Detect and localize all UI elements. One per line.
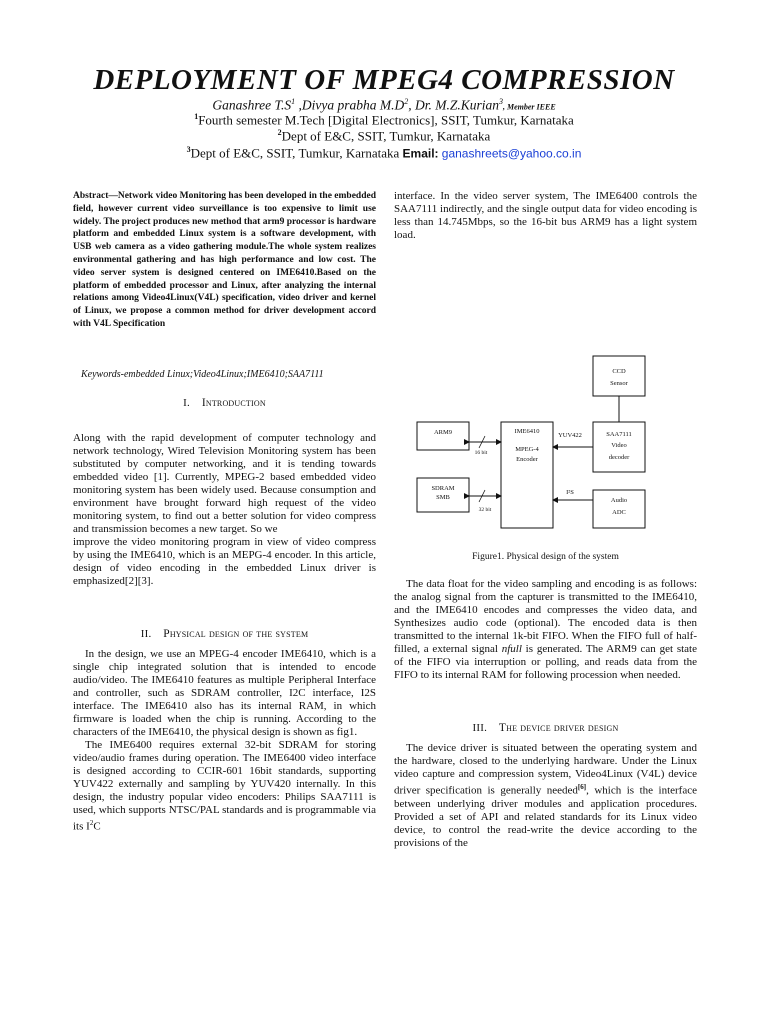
decoder-label: decoder [608, 454, 630, 461]
author-2: ,Divya prabha M.D [295, 97, 405, 113]
superscript: 2 [89, 819, 94, 827]
encoder-label: Encoder [516, 456, 538, 463]
ccd-label: CCD [612, 368, 626, 375]
intro-paragraph-2: improve the video monitoring program in view of video compress by using the IME6410, which is an MEPG-4 encoder. In this article, design of video encoding in the embedded Linux driver is emphasized[2][3]. [73, 536, 376, 587]
physical-paragraph-1: In the design, we use an MPEG-4 encoder IME6410, which is a single chip integrated solution that is intended to encode audio/video. The IME6410 features as multiple Peripheral Interface and controller, such as SDRAM controller, I2C interface, I2S interface. The IME6410 also has its internal RAM, in which firmware is loaded when the chip is running. According to the characters of the IME6410, the physical design is shown as fig1. [73, 648, 376, 738]
intro-text [73, 432, 376, 588]
ime6410-label: IME6410 [514, 428, 540, 435]
intro-paragraph-1: Along with the rapid development of computer technology and network technology, Wired Television Monitoring system has been substituted by computer networking, and it is tending towards embedded video [1]. Currently, MPEG-2 based embedded video monitoring system has been widely used. Because consumption and environment have brought forward high request of the video monitoring system, to find out a better solution for video compress and transmission becomes a new target. So we [73, 432, 376, 535]
data-flow-text-b: is generated. The ARM9 can get state of the FIFO via interruption or polling, and reads data from the FIFO to its internal RAM for following procession when needed. [394, 643, 697, 681]
paper-title: DEPLOYMENT OF MPEG4 COMPRESSION [93, 64, 675, 96]
ime6410-box [501, 422, 553, 528]
ccd-sensor-box [593, 356, 645, 396]
section-heading-physical-design [73, 628, 376, 640]
affiliation-2-sup: 2 [277, 128, 282, 137]
device-driver-paragraph [394, 742, 697, 850]
author-3-sup: 3 [498, 97, 503, 106]
section-number: II. [140, 628, 152, 640]
yuv422-label: YUV422 [558, 432, 582, 439]
data-flow-text-a: The data float for the video sampling and encoding is as follows: the analog signal from the capturer is transmitted to the IME6410, and the IME6410 encodes and compresses the video data, and Synthesizes audio code (optional). The encoded data is then transmitted to the internal 1k-bit FIFO. When the FIFO full of half-filled, a external signal [394, 578, 697, 655]
author-3: , Dr. M.Z.Kurian [408, 97, 499, 113]
author-2-sup: 2 [404, 97, 409, 106]
section-title: Physical design of the system [163, 628, 309, 640]
section-number: I. [183, 397, 190, 409]
bus-32bit-label: 32 bit [478, 507, 492, 513]
physical-design-text [73, 648, 376, 834]
affiliation-2 [0, 128, 768, 144]
sensor-label: Sensor [610, 380, 628, 387]
smb-label: SMB [436, 494, 450, 501]
bus-16bit-label: 16 bit [474, 450, 488, 456]
affiliation-1-text: Fourth semester M.Tech [Digital Electronics], SSIT, Tumkur, Karnataka [198, 112, 574, 128]
email-link[interactable]: ganashreets@yahoo.co.in [441, 146, 582, 161]
driver-text-b: , which is the interface between underlying driver modules and application procedures. Provided a set of API and related standards for its Linux video device, to control the read-write the device according to the provisions of the [394, 784, 697, 849]
section-title: The device driver design [498, 722, 619, 734]
audio-label: Audio [610, 497, 628, 504]
section-number: III. [472, 722, 488, 734]
mpeg4-label: MPEG-4 [515, 446, 539, 453]
nfull-signal: nfull [501, 643, 522, 655]
arm9-box [417, 422, 469, 450]
saa7111-label: SAA7111 [606, 431, 632, 438]
right-paragraph-2 [394, 578, 697, 682]
right-paragraph-1: interface. In the video server system, The IME6400 controls the SAA7111 indirectly, and the single output data for video encoding is less than 14.745Mbps, so the 16-bit bus ARM9 has a light system load. [394, 190, 697, 241]
physical-paragraph-2-text: The IME6400 requires external 32-bit SDRAM for storing video/audio frames during operation. The IME6400 video interface is designed according to CCIR-601 16bit standards, supporting YUV422 externally and sampling by YUV420 internally. In this design, the industry popular video encoders: Philips SAA7111 is used, which supports NTSC/PAL standards and is programmable via its I [73, 739, 376, 833]
video-label: Video [611, 442, 627, 449]
sdram-label: SDRAM [431, 485, 455, 492]
i2s-label: I²S [566, 489, 574, 496]
arm9-label: ARM9 [433, 429, 453, 436]
physical-design-diagram [405, 350, 705, 550]
affiliation-3-text: Dept of E&C, SSIT, Tumkur, Karnataka [190, 145, 403, 161]
affiliation-2-text: Dept of E&C, SSIT, Tumkur, Karnataka [281, 128, 491, 144]
author-1-sup: 1 [291, 97, 296, 106]
member-tag: , Member IEEE [502, 102, 556, 112]
section-heading-introduction [73, 397, 376, 409]
data-flow-paragraph [394, 578, 697, 682]
section-title: Introduction [201, 397, 266, 409]
affiliation-1-sup: 1 [194, 112, 199, 121]
section-heading-device-driver [394, 722, 697, 734]
abstract: Abstract—Network video Monitoring has been developed in the embedded field, however current video surveillance is too expensive to limit use widely. The project produces new method that arm9 processor is hardware platform and embedded Linux system is a software development, with USB web camera as a video gathering module.The whole system realizes environmental gathering and has high performance and low cost. The video server system is designed centered on IME6410.Based on the platform of embedded processor and Linux, after analyzing the internal relations among Video4Linux(V4L) specification, video driver and kernel of Linux, we propose a common method for driver development accord with V4L Specification [73, 191, 376, 329]
driver-text-a: The device driver is situated between the operating system and the hardware, closed to the underlying hardware. Under the Linux video capture and compression system, Video4Linux (V4L) device driver specification is generally needed [394, 742, 697, 797]
affiliation-1 [0, 112, 768, 128]
citation-sup: [6] [577, 783, 587, 791]
adc-label: ADC [612, 509, 626, 516]
email-label: Email: [402, 146, 439, 161]
physical-paragraph-2-end: C [93, 820, 101, 833]
physical-paragraph-2 [73, 739, 376, 834]
keywords: Keywords-embedded Linux;Video4Linux;IME6410;SAA7111 [81, 369, 324, 380]
author-1: Ganashree T.S [212, 97, 292, 113]
affiliation-3-sup: 3 [186, 145, 191, 154]
device-driver-text [394, 742, 697, 850]
affiliation-3 [0, 145, 768, 161]
figure-caption: Figure1. Physical design of the system [472, 552, 619, 562]
